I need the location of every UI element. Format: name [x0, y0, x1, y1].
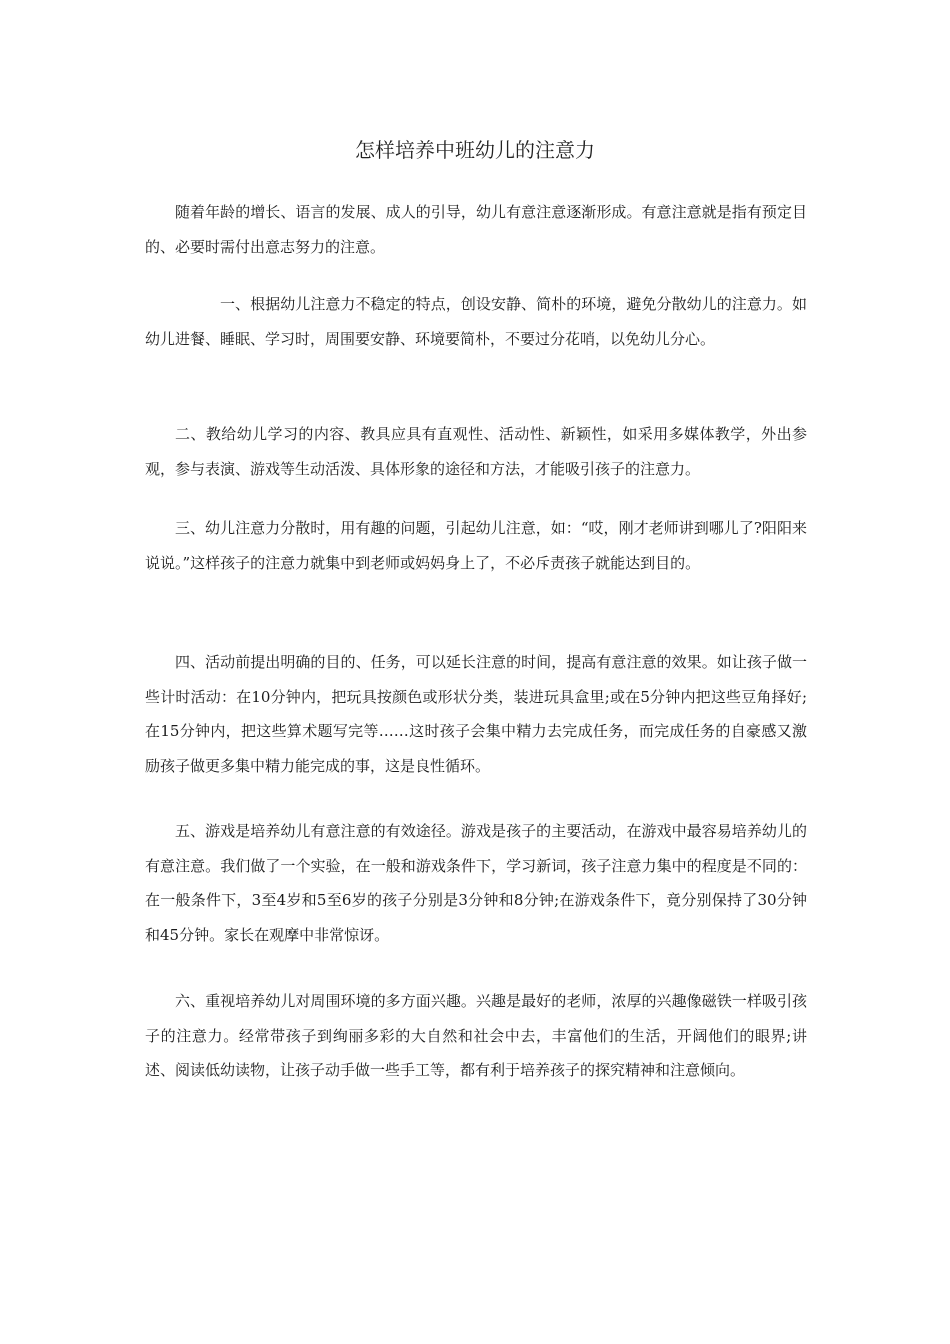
paragraph-1: 一、根据幼儿注意力不稳定的特点，创设安静、简朴的环境，避免分散幼儿的注意力。如幼儿进餐、睡眠、学习时，周围要安静、环境要简朴，不要过分花哨，以免幼儿分心。	[145, 295, 807, 348]
paragraph-2: 二、教给幼儿学习的内容、教具应具有直观性、活动性、新颖性，如采用多媒体教学，外出参观，参与表演、游戏等生动活泼、具体形象的途径和方法，才能吸引孩子的注意力。	[145, 425, 807, 478]
paragraph-6: 六、重视培养幼儿对周围环境的多方面兴趣。兴趣是最好的老师，浓厚的兴趣像磁铁一样吸引孩子的注意力。经常带孩子到绚丽多彩的大自然和社会中去，丰富他们的生活，开阔他们的眼界;讲述、阅读低幼读物，让孩子动手做一些手工等，都有利于培养孩子的探究精神和注意倾向。	[145, 992, 807, 1079]
paragraph-intro: 随着年龄的增长、语言的发展、成人的引导，幼儿有意注意逐渐形成。有意注意就是指有预定目的、必要时需付出意志努力的注意。	[145, 203, 807, 256]
paragraph-4: 四、活动前提出明确的目的、任务，可以延长注意的时间，提高有意注意的效果。如让孩子做一些计时活动：在10分钟内，把玩具按颜色或形状分类，装进玩具盒里;或在5分钟内把这些豆角择好;在15分钟内，把这些算术题写完等……这时孩子会集中精力去完成任务，而完成任务的自豪感又激励孩子做更多集中精力能完成的事，这是良性循环。	[145, 653, 807, 775]
paragraph-3: 三、幼儿注意力分散时，用有趣的问题，引起幼儿注意，如：“哎，刚才老师讲到哪儿了?阳阳来说说。”这样孩子的注意力就集中到老师或妈妈身上了，不必斥责孩子就能达到目的。	[145, 519, 807, 572]
paragraph-5: 五、游戏是培养幼儿有意注意的有效途径。游戏是孩子的主要活动，在游戏中最容易培养幼儿的有意注意。我们做了一个实验，在一般和游戏条件下，学习新词，孩子注意力集中的程度是不同的：在一般条件下，3至4岁和5至6岁的孩子分别是3分钟和8分钟;在游戏条件下，竟分别保持了30分钟和45分钟。家长在观摩中非常惊讶。	[145, 822, 807, 944]
document-title: 怎样培养中班幼儿的注意力	[355, 138, 595, 162]
